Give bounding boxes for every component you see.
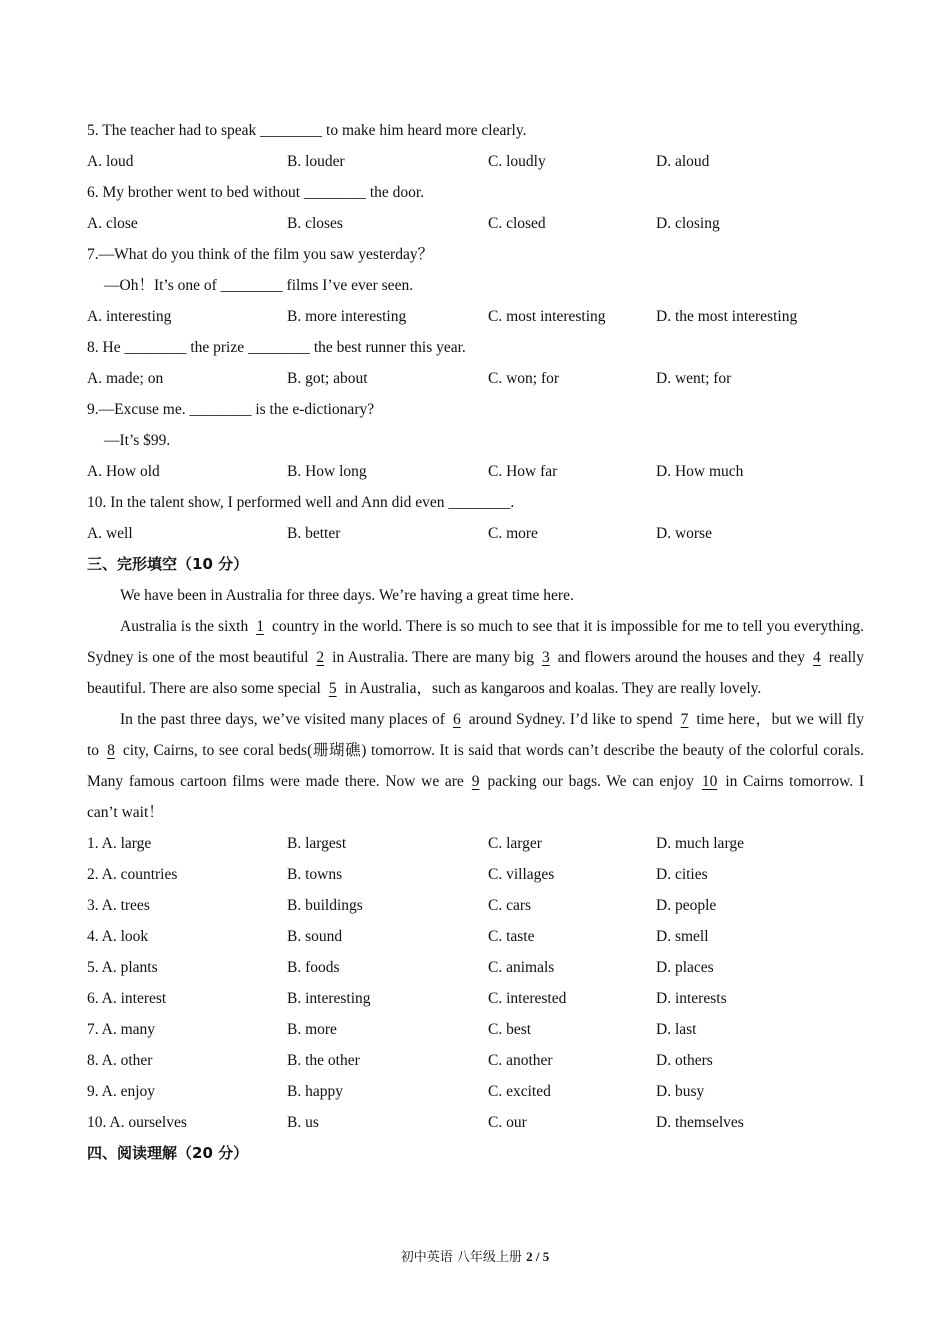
paragraph-text: time here，but we will fly to (87, 711, 864, 759)
option-b: B. more interesting (287, 308, 407, 325)
question-8-options (87, 363, 864, 394)
cloze-blank-5: 5 (328, 680, 337, 697)
question-7-reply: —Oh！It’s one of ________ films I’ve ever seen. (104, 277, 414, 294)
option-a: A. How old (87, 463, 160, 480)
option-d: D. aloud (656, 153, 710, 170)
option-d: D. worse (656, 525, 712, 542)
paragraph-text: Australia is the sixth (120, 618, 249, 635)
option-d: D. cities (656, 866, 708, 883)
cloze-blank-1: 1 (256, 618, 264, 635)
cloze-options-1 (87, 828, 864, 859)
paragraph-text: We have been in Australia for three days. We’re having a great time here. (120, 587, 574, 604)
option-c: C. more (488, 525, 538, 542)
option-a: A. well (87, 525, 133, 542)
option-a: A. made; on (87, 370, 164, 387)
option-c: C. another (488, 1052, 553, 1069)
option-b: B. interesting (287, 990, 371, 1007)
option-d: D. closing (656, 215, 720, 232)
option-c: C. closed (488, 215, 546, 232)
cloze-options-7 (87, 1014, 864, 1045)
option-c: C. larger (488, 835, 542, 852)
paragraph-text: in Australia. There are many big (332, 649, 534, 666)
question-8: 8. He ________ the prize ________ the best runner this year. (87, 339, 466, 356)
option-d: D. much large (656, 835, 744, 852)
option-c: C. loudly (488, 153, 546, 170)
option-c: C. most interesting (488, 308, 606, 325)
option-b: B. sound (287, 928, 343, 945)
cloze-paragraph-3 (87, 704, 864, 828)
question-6: 6. My brother went to bed without ________ the door. (87, 184, 425, 201)
section-title-cloze: 三、完形填空（10 分） (87, 555, 249, 573)
section-title-reading: 四、阅读理解（20 分） (87, 1144, 249, 1162)
paragraph-text: In the past three days, we’ve visited many places of (120, 711, 445, 728)
option-b: B. us (287, 1114, 319, 1131)
option-d: D. smell (656, 928, 709, 945)
question-6-options (87, 208, 864, 239)
option-c: C. won; for (488, 370, 560, 387)
option-a: 4. A. look (87, 928, 149, 945)
question-7: 7.—What do you think of the film you saw yesterday？ (87, 246, 434, 263)
option-b: B. foods (287, 959, 340, 976)
option-d: D. others (656, 1052, 713, 1069)
option-b: B. more (287, 1021, 337, 1038)
cloze-blank-8: 8 (107, 742, 115, 759)
paragraph-text: and flowers around the houses and they (557, 649, 805, 666)
option-b: B. louder (287, 153, 345, 170)
option-b: B. better (287, 525, 341, 542)
option-c: C. excited (488, 1083, 551, 1100)
cloze-options-2 (87, 859, 864, 890)
cloze-paragraph-2 (87, 611, 864, 704)
paragraph-text: packing our bags. We can enjoy (487, 773, 694, 790)
option-c: C. animals (488, 959, 555, 976)
option-a: A. close (87, 215, 138, 232)
option-d: D. last (656, 1021, 697, 1038)
question-5-options (87, 146, 864, 177)
option-c: C. cars (488, 897, 532, 914)
question-10-options (87, 518, 864, 549)
cloze-options-3 (87, 890, 864, 921)
cloze-blank-4: 4 (812, 649, 821, 666)
option-a: A. interesting (87, 308, 172, 325)
cloze-blank-9: 9 (471, 773, 480, 790)
option-b: B. How long (287, 463, 367, 480)
option-d: D. busy (656, 1083, 705, 1100)
cloze-options-6 (87, 983, 864, 1014)
option-b: B. happy (287, 1083, 343, 1100)
question-5: 5. The teacher had to speak ________ to make him heard more clearly. (87, 122, 527, 139)
option-b: B. the other (287, 1052, 360, 1069)
option-c: C. interested (488, 990, 567, 1007)
paragraph-text: around Sydney. I’d like to spend (468, 711, 673, 728)
option-d: D. places (656, 959, 714, 976)
cloze-options-8 (87, 1045, 864, 1076)
page-footer (0, 1246, 950, 1265)
paragraph-text: country in the world. There is so much to see that it is impossible for me to tell you everything. Sydney is one of the most beautiful (87, 618, 864, 666)
cloze-blank-6: 6 (452, 711, 461, 728)
option-d: D. went; for (656, 370, 732, 387)
option-d: D. How much (656, 463, 744, 480)
exam-page (87, 115, 864, 1169)
cloze-options-10 (87, 1107, 864, 1138)
option-a: 6. A. interest (87, 990, 167, 1007)
option-b: B. got; about (287, 370, 368, 387)
paragraph-text: in Cairns tomorrow. I can’t wait！ (87, 773, 865, 821)
option-d: D. interests (656, 990, 727, 1007)
paragraph-text: in Australia，such as kangaroos and koalas. They are really lovely. (344, 680, 762, 697)
question-7-options (87, 301, 864, 332)
option-c: C. How far (488, 463, 558, 480)
option-d: D. people (656, 897, 717, 914)
option-a: 5. A. plants (87, 959, 158, 976)
paragraph-text: city, Cairns, to see coral beds(珊瑚礁) tomorrow. It is said that words can’t describe the beauty of the colorful corals. Many famous cartoon films were made there. Now we are (87, 742, 864, 790)
cloze-options-5 (87, 952, 864, 983)
question-9-reply: —It’s $99. (104, 432, 171, 449)
question-10: 10. In the talent show, I performed well and Ann did even ________. (87, 494, 515, 511)
question-9: 9.—Excuse me. ________ is the e-dictionary? (87, 401, 375, 418)
page-number: 2 / 5 (526, 1249, 550, 1264)
option-a: A. loud (87, 153, 134, 170)
cloze-blank-10: 10 (701, 773, 718, 790)
cloze-blank-7: 7 (680, 711, 689, 728)
cloze-paragraph-1 (87, 580, 864, 611)
cloze-blank-3: 3 (542, 649, 550, 666)
option-a: 2. A. countries (87, 866, 178, 883)
option-b: B. buildings (287, 897, 363, 914)
option-b: B. closes (287, 215, 343, 232)
cloze-options-4 (87, 921, 864, 952)
option-c: C. taste (488, 928, 535, 945)
option-a: 10. A. ourselves (87, 1114, 187, 1131)
option-a: 7. A. many (87, 1021, 156, 1038)
option-c: C. our (488, 1114, 527, 1131)
option-a: 1. A. large (87, 835, 152, 852)
question-9-options (87, 456, 864, 487)
cloze-options-9 (87, 1076, 864, 1107)
cloze-blank-2: 2 (316, 649, 325, 666)
paragraph-text: really beautiful. There are also some special (87, 649, 864, 697)
option-a: 8. A. other (87, 1052, 153, 1069)
footer-text: 初中英语 八年级上册 (400, 1250, 522, 1265)
option-c: C. best (488, 1021, 532, 1038)
option-b: B. towns (287, 866, 343, 883)
option-a: 3. A. trees (87, 897, 150, 914)
option-c: C. villages (488, 866, 555, 883)
option-a: 9. A. enjoy (87, 1083, 156, 1100)
option-d: D. the most interesting (656, 308, 798, 325)
option-b: B. largest (287, 835, 347, 852)
option-d: D. themselves (656, 1114, 744, 1131)
